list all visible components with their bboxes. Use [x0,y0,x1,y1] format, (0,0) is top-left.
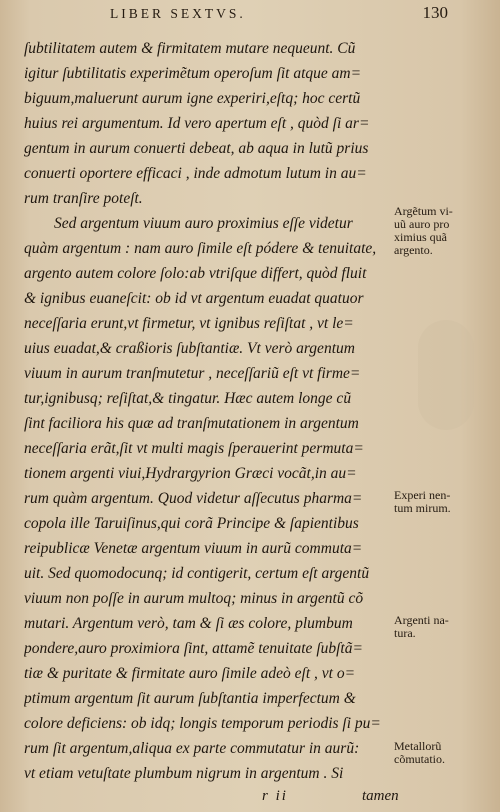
text-line: neceſſaria erunt,vt firmetur, vt ignibus reſiſtat , vt le= [24,315,354,332]
text-line: tionem argenti viui,Hydrargyrion Græci vocãt,in au= [24,465,357,482]
margin-note-line: cõmutatio. [394,752,445,766]
text-line: copola ille Taruiſinus,qui corã Principe & ſapientibus [24,515,359,532]
margin-note-line: uũ auro pro [394,217,450,231]
text-line: ptimum argentum ſit aurum ſubſtantia imperfectum & [24,690,356,707]
text-line: igitur ſubtilitatis experimẽtum operoſum ſit atque am= [24,65,362,82]
margin-note-line: Experi nen- [394,488,451,502]
margin-note-line: Argenti na- [394,613,449,627]
text-line: gentum in aurum conuerti debeat, ab aqua in lutũ prius [24,140,369,157]
text-line: biguum,maluerunt aurum igne experiri,eſtq; hoc certũ [24,90,361,107]
margin-note-experimentum [394,489,494,515]
text-line: Sed argentum viuum auro proximius eſſe videtur [54,215,353,232]
text-line: ſubtilitatem autem & firmitatem mutare nequeunt. Cũ [24,40,356,57]
margin-note-argentum-vivum [394,205,494,257]
text-line: pondere,auro proximiora ſint, attamẽ tenuitate ſubſtã= [24,640,363,657]
text-line: conuerti oportere efficaci , inde admotum lutum in au= [24,165,367,182]
margin-note-line: Argẽtum vi- [394,204,453,218]
running-header [96,4,456,24]
text-line: reipublicæ Venetæ argentum viuum in aurũ commuta= [24,540,363,557]
margin-note-line: tura. [394,626,416,640]
text-line: mutari. Argentum verò, tam & ſi æs colore, plumbum [24,615,353,632]
text-line: uius euadat,& craßioris ſubſtantiæ. Vt verò argentum [24,340,355,357]
text-line: rum ſit argentum,aliqua ex parte commutatur in aurũ: [24,740,360,757]
running-title: LIBER SEXTVS. [110,6,246,21]
text-line: rum quàm argentum. Quod videtur aſſecutus pharma= [24,490,363,507]
text-line: uit. Sed quomodocunq; id contigerit, certum eſt argentũ [24,565,370,582]
text-line: colore deficiens: ob idq; longis temporum periodis ſi pu= [24,715,381,732]
text-line: rum tranſire poteſt. [24,190,143,207]
paper-stain [418,320,474,430]
signature-mark: r ii [262,788,288,804]
text-line: ſint faciliora his quæ ad tranſmutationem in argentum [24,415,359,432]
text-line: neceſſaria erãt,ſit vt multi magis ſperauerint permuta= [24,440,364,457]
margin-note-line: Metallorũ [394,739,442,753]
catchword: tamen [362,788,399,804]
text-line: vt etiam vetuſtate plumbum nigrum in argentum . Si [24,765,344,782]
margin-note-line: tum mirum. [394,501,451,515]
text-line: huius rei argumentum. Id vero apertum eſt , quòd ſi ar= [24,115,370,132]
text-line: tur,ignibusq; reſiſtat,& tingatur. Hæc autem longe cũ [24,390,352,407]
margin-note-line: ximius quã [394,230,447,244]
margin-note-line: argento. [394,243,433,257]
margin-note-metallorum [394,740,494,766]
text-line: viuum in aurum tranſmutetur , neceſſariũ eſt vt firme= [24,365,361,382]
folio-number: 130 [422,3,448,22]
text-line: argento autem colore ſolo:ab vtriſque differt, quòd fluit [24,265,367,282]
text-line: & ignibus euaneſcit: ob id vt argentum euadat quatuor [24,290,364,307]
text-line: tiæ & puritate & firmitate auro ſimile adeò eſt , vt o= [24,665,356,682]
text-line: quàm argentum : nam auro ſimile eſt pódere & tenuitate, [24,240,377,257]
margin-note-argenti-natura [394,614,494,640]
text-line: viuum non poſſe in aurum multoq; minus in argentũ cõ [24,590,364,607]
